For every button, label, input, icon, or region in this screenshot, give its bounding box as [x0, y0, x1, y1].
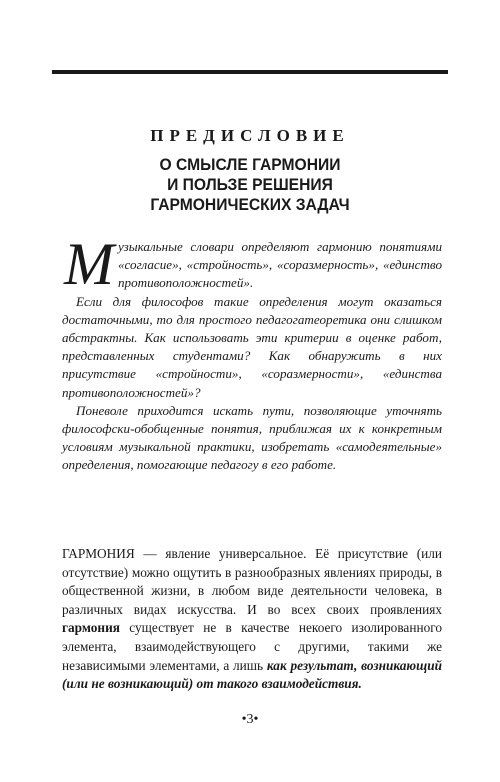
body-bold-word: гармония [62, 620, 120, 636]
chapter-title [68, 155, 432, 215]
intro-paragraph-1 [62, 231, 442, 297]
drop-cap: М [64, 231, 114, 297]
title-line-3: ГАРМОНИЧЕСКИХ ЗАДАЧ [150, 195, 350, 214]
body-text-part-2: существует не в качестве некоего изолированного элемента, взаимодействующего с другими, такими же независимыми элементами, а лишь [62, 620, 442, 673]
body-paragraph [62, 545, 442, 694]
intro-paragraph-3: Поневоле приходится искать пути, позволяющие уточнять философски-обобщенные понятия, приближая их к конкретным условиям музыкальной практики, изобретать «самодеятельные» определения, помогающие педагогу в его работе. [62, 402, 442, 473]
body-text-part-1: ГАРМОНИЯ — явление универсальное. Её присутствие (или отсутствие) можно ощутить в разнообразных явлениях природы, в общественной жизни, в любом виде деятельности человека, в различных видах искусства. И во всех своих проявлениях [62, 546, 442, 617]
intro-block [62, 231, 442, 475]
body-block [62, 545, 442, 694]
preface-heading: ПРЕДИСЛОВИЕ [150, 126, 350, 145]
title-line-2: И ПОЛЬЗЕ РЕШЕНИЯ [167, 175, 333, 194]
body-bold-italic: как результат, возникающий (или не возникающий) от такого взаимодействия. [62, 657, 442, 692]
title-line-1: О СМЫСЛЕ ГАРМОНИИ [159, 155, 341, 174]
page-number: •3• [241, 712, 259, 727]
intro-paragraph-2: Если для философов такие определения могут оказаться достаточными, то для простого педагогатеоретика они слишком абстрактны. Как использовать эти критерии в оценке работ, представленных студентами? Как обнаружить в них присутствие «стройности», «соразмерности», «единства противоположностей»? [62, 293, 442, 400]
top-rule [52, 70, 448, 74]
intro-paragraph-1-text: узыкальные словари определяют гармонию понятиями «согласие», «стройность», «соразмерность», «единство противоположностей». [117, 239, 442, 291]
